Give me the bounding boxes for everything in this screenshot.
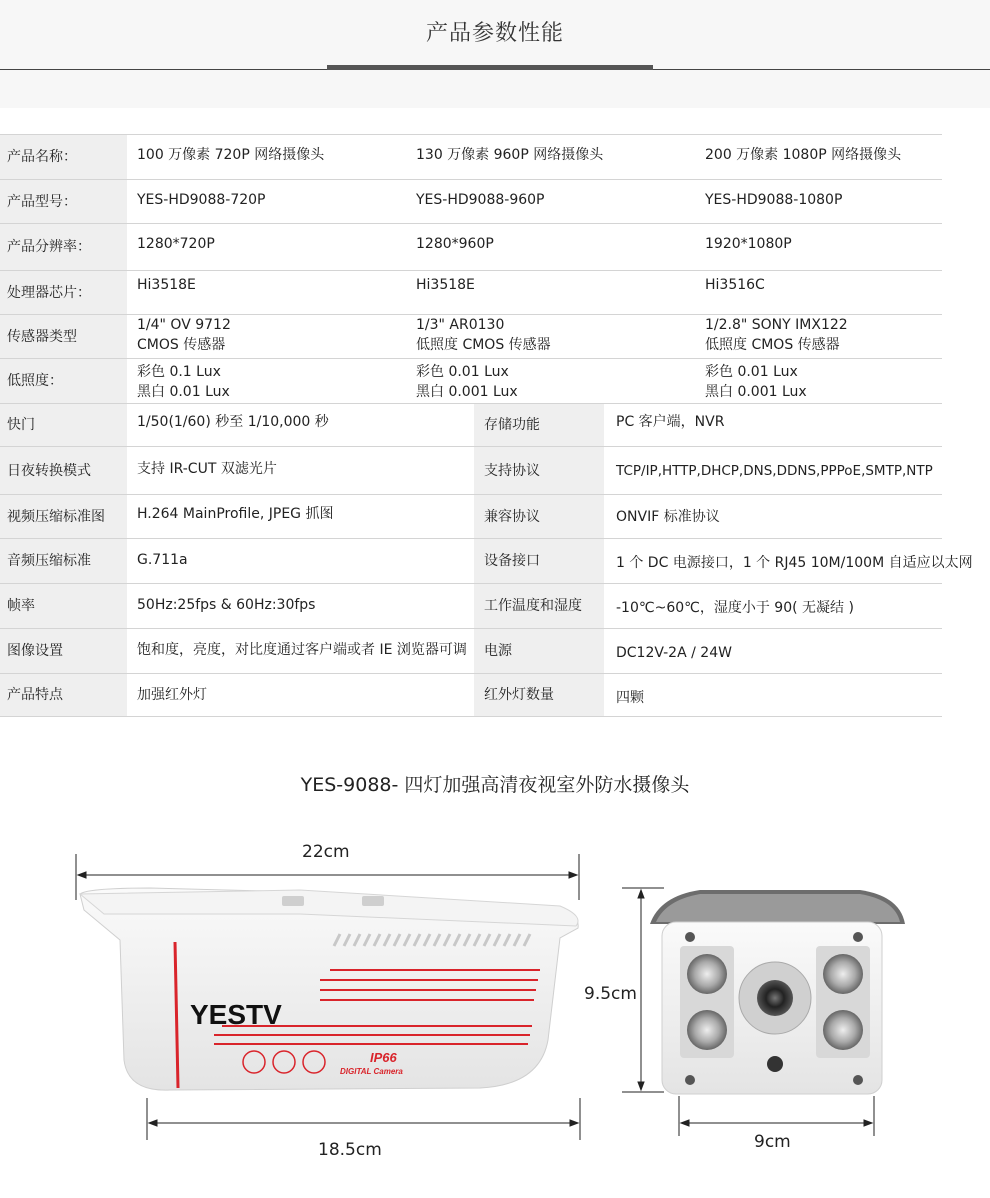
spec2-label: 工作温度和湿度 <box>474 584 604 629</box>
dimension-body: 18.5cm <box>318 1140 382 1160</box>
spec-label: 产品型号： <box>0 180 127 224</box>
spec2-value: 四颗 <box>604 674 942 717</box>
spec2-label: 存储功能 <box>474 404 604 447</box>
spec-table <box>0 134 973 717</box>
spec-value-1080p: Hi3516C <box>604 271 942 315</box>
spec2-label: 设备接口 <box>474 539 604 584</box>
spec-line: 低照度 CMOS 传感器 <box>416 337 551 353</box>
spec-value-1080p <box>604 359 942 404</box>
spec2-row <box>0 584 942 629</box>
spec-value-960p <box>406 359 604 404</box>
spec2-row <box>0 447 942 495</box>
spec2-value: DC12V-2A / 24W <box>604 629 942 674</box>
section-header <box>0 0 990 108</box>
spec-label: 处理器芯片： <box>0 271 127 315</box>
spec-row-chip <box>0 271 942 315</box>
spec-value-720p: 100 万像素 720P 网络摄像头 <box>127 135 406 180</box>
spec2-label: 帧率 <box>0 584 127 629</box>
spec-value-1080p: 1920*1080P <box>604 224 942 271</box>
spec2-row <box>0 404 942 447</box>
section-title: 产品参数性能 <box>425 21 564 46</box>
dimension-length: 22cm <box>302 842 350 862</box>
spec-line: 1/4" OV 9712 <box>137 317 231 333</box>
digital-camera-label: DIGITAL Camera <box>340 1067 403 1076</box>
spec-value-960p: 130 万像素 960P 网络摄像头 <box>406 135 604 180</box>
spec2-label: 兼容协议 <box>474 495 604 539</box>
spec-row-sensor <box>0 315 942 359</box>
dimension-width: 9cm <box>754 1132 791 1152</box>
spec2-label: 视频压缩标准图 <box>0 495 127 539</box>
camera-dimension-drawing <box>0 830 990 1198</box>
spec2-value: TCP/IP,HTTP,DHCP,DNS,DDNS,PPPoE,SMTP,NTP <box>604 447 942 495</box>
spec-line: 彩色 0.01 Lux <box>416 364 509 380</box>
spec-value-720p: 1280*720P <box>127 224 406 271</box>
brand-logo: YESTV <box>190 999 282 1030</box>
spec-line: 1/2.8" SONY IMX122 <box>705 317 848 333</box>
spec-value-720p <box>127 359 406 404</box>
spec-value-720p <box>127 315 406 359</box>
spec2-value: 支持 IR-CUT 双滤光片 <box>127 447 474 495</box>
spec2-label: 产品特点 <box>0 674 127 717</box>
spec2-label: 红外灯数量 <box>474 674 604 717</box>
spec-value-960p <box>406 315 604 359</box>
spec-value-720p: Hi3518E <box>127 271 406 315</box>
spec-line: 黑白 0.01 Lux <box>137 384 230 400</box>
spec-line: 1/3" AR0130 <box>416 317 505 333</box>
spec2-value: H.264 MainProfile, JPEG 抓图 <box>127 495 474 539</box>
spec-value-1080p: 200 万像素 1080P 网络摄像头 <box>604 135 942 180</box>
spec-line: 彩色 0.01 Lux <box>705 364 798 380</box>
spec-row-lux <box>0 359 942 404</box>
spec2-value: G.711a <box>127 539 474 584</box>
spec-value-960p: YES-HD9088-960P <box>406 180 604 224</box>
spec2-value: 1 个 DC 电源接口，1 个 RJ45 10M/100M 自适应以太网 <box>604 539 942 584</box>
ip-rating: IP66 <box>370 1050 397 1065</box>
spec2-label: 音频压缩标准 <box>0 539 127 584</box>
spec2-value: ONVIF 标准协议 <box>604 495 942 539</box>
spec-value-720p: YES-HD9088-720P <box>127 180 406 224</box>
spec-line: 黑白 0.001 Lux <box>416 384 518 400</box>
spec2-row <box>0 539 942 584</box>
spec-label: 低照度： <box>0 359 127 404</box>
dimension-height: 9.5cm <box>584 984 637 1004</box>
spec-row-resolution <box>0 224 942 271</box>
spec-line: 黑白 0.001 Lux <box>705 384 807 400</box>
spec2-value: 1/50(1/60) 秒至 1/10,000 秒 <box>127 404 474 447</box>
spec-label: 传感器类型 <box>0 315 127 359</box>
spec2-label: 日夜转换模式 <box>0 447 127 495</box>
spec2-value: 加强红外灯 <box>127 674 474 717</box>
spec-value-1080p <box>604 315 942 359</box>
camera-front-view <box>650 890 905 1094</box>
camera-side-view <box>80 888 578 1090</box>
spec2-value: -10℃~60℃，湿度小于 90( 无凝结 ) <box>604 584 942 629</box>
spec2-row <box>0 674 942 717</box>
spec-label: 产品分辨率： <box>0 224 127 271</box>
spec-value-960p: 1280*960P <box>406 224 604 271</box>
front-width-dimension <box>679 1096 874 1136</box>
spec-value-960p: Hi3518E <box>406 271 604 315</box>
spec2-label: 支持协议 <box>474 447 604 495</box>
spec2-value: 饱和度，亮度，对比度通过客户端或者 IE 浏览器可调 <box>127 629 474 674</box>
spec-row-name <box>0 135 942 180</box>
spec-row-model <box>0 180 942 224</box>
spec-line: CMOS 传感器 <box>137 337 226 353</box>
product-title: YES-9088- 四灯加强高清夜视室外防水摄像头 <box>300 774 690 796</box>
spec-label: 产品名称： <box>0 135 127 180</box>
spec-line: 低照度 CMOS 传感器 <box>705 337 840 353</box>
spec2-label: 图像设置 <box>0 629 127 674</box>
spec2-row <box>0 629 942 674</box>
spec2-value: 50Hz:25fps & 60Hz:30fps <box>127 584 474 629</box>
spec2-label: 快门 <box>0 404 127 447</box>
spec2-value: PC 客户端，NVR <box>604 404 942 447</box>
spec2-label: 电源 <box>474 629 604 674</box>
spec2-row <box>0 495 942 539</box>
spec-line: 彩色 0.1 Lux <box>137 364 221 380</box>
header-accent-bar <box>327 65 653 70</box>
spec-value-1080p: YES-HD9088-1080P <box>604 180 942 224</box>
side-body-dimension <box>147 1098 580 1140</box>
